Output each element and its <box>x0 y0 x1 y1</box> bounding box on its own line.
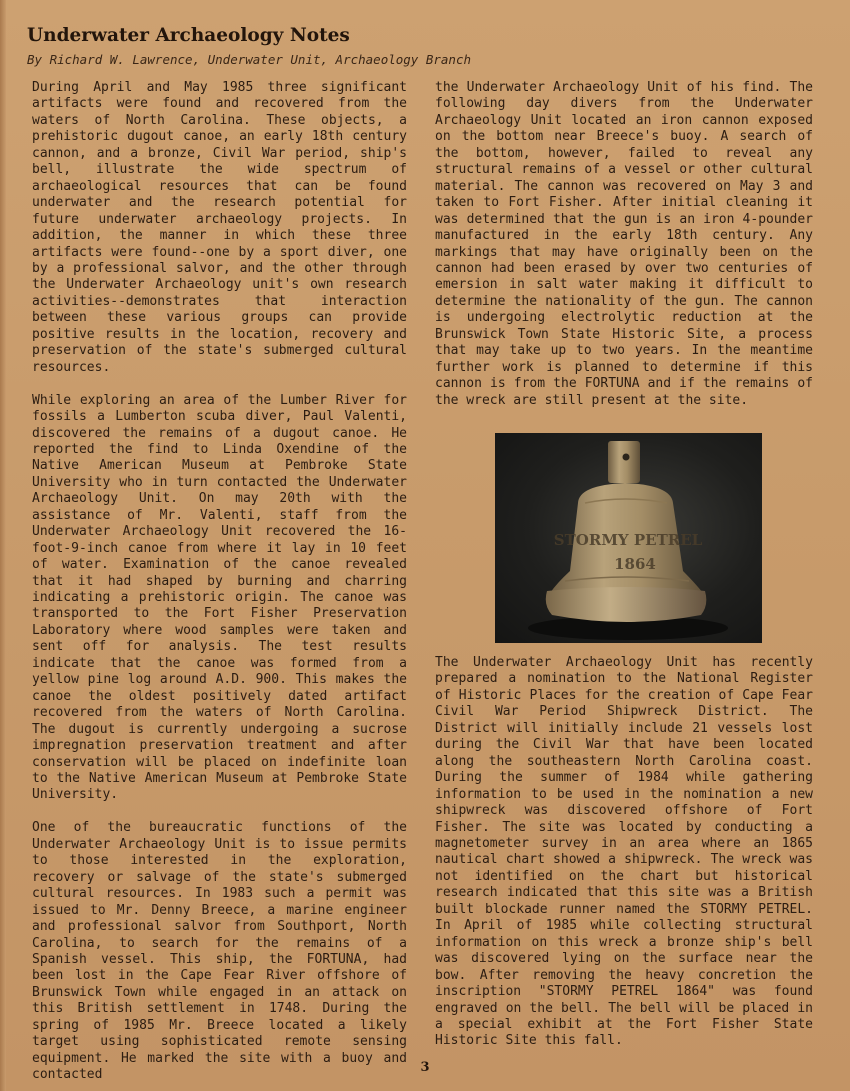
page-binding-edge <box>0 0 6 1091</box>
left-column <box>32 80 407 1084</box>
ship-bell-photo <box>495 433 762 643</box>
bell-lip <box>546 587 707 622</box>
right-column-top <box>435 80 813 409</box>
paragraph-dugout-canoe: While exploring an area of the Lumber River for fossils a Lumberton scuba diver, Paul Valenti, discovered the remains of a dugout canoe. He reported the find to Linda Oxendine of the Native American Museum at Pembroke State University who in turn contacted the Underwater Archaeology Unit. On may 20th with the assistance of Mr. Valenti, staff from the Underwater Archaeology Unit recovered the 16-foot-9-inch canoe from where it lay in 10 feet of water. Examination of the canoe revealed that it had shaped by burning and charring indicating a prehistoric origin. The canoe was transported to the Fort Fisher Preservation Laboratory where wood samples were taken and sent off for analysis. The test results indicate that the canoe was formed from a yellow pine log around A.D. 900. This makes the canoe the oldest positively dated artifact recovered from the waters of North Carolina. The dugout is currently undergoing a sucrose impregnation preservation treatment and after conservation will be placed on indefinite loan to the Native American Museum at Pembroke State University. <box>32 392 407 803</box>
bell-engraving-name: STORMY PETREL <box>553 531 703 549</box>
bell-crown-tab <box>608 441 640 483</box>
paragraph-shipwreck-district: The Underwater Archaeology Unit has recently prepared a nomination to the National Register of Historic Places for the creation of Cape Fear Civil War Period Shipwreck District. The District will initially include 21 vessels lost during the Civil War that have been located along the southeastern North Carolina coast. During the summer of 1984 while gathering information to be used in the nomination a new shipwreck was discovered offshore of Fort Fisher. The site was located by conducting a magnetometer survey in an area where an 1865 nautical chart showed a shipwreck. The wreck was not identified on the chart but historical research indicated that this site was a British built blockade runner named the STORMY PETREL. In April of 1985 while collecting structural information on this wreck a bronze ship's bell was discovered lying on the surface near the bow. After removing the heavy concretion the inscription "STORMY PETREL 1864" was found engraved on the bell. The bell will be placed in a special exhibit at the Fort Fisher State Historic Site this fall. <box>435 655 813 1049</box>
article-byline: By Richard W. Lawrence, Underwater Unit, Archaeology Branch <box>27 52 472 67</box>
paragraph-permits: One of the bureaucratic functions of the Underwater Archaeology Unit is to issue permits to those interested in the exploration, recovery or salvage of the state's submerged cultural resources. In 1983 such a permit was issued to Mr. Denny Breece, a marine engineer and professional salvor from Southport, North Carolina, to search for the remains of a Spanish vessel. This ship, the FORTUNA, had been lost in the Cape Fear River offshore of Brunswick Town while engaged in an attack on this British settlement in 1748. During the spring of 1985 Mr. Breece located a likely target using sophisticated remote sensing equipment. He marked the site with a buoy and contacted <box>32 820 407 1083</box>
paragraph-cannon: the Underwater Archaeology Unit of his find. The following day divers from the Underwater Archaeology Unit located an iron cannon exposed on the bottom near Breece's buoy. A search of the bottom, however, failed to reveal any structural remains of a vessel or other cultural material. The cannon was recovered on May 3 and taken to Fort Fisher. After initial cleaning it was determined that the gun is an iron 4-pounder manufactured in the early 18th century. Any markings that may have originally been on the cannon had been erased by over two centuries of emersion in salt water making it difficult to determine the nationality of the gun. The cannon is undergoing electrolytic reduction at the Brunswick Town State Historic Site, a process that may take up to two years. In the meantime further work is planned to determine if this cannon is from the FORTUNA and if the remains of the wreck are still present at the site. <box>435 80 813 408</box>
paragraph-intro: During April and May 1985 three significant artifacts were found and recovered from the waters of North Carolina. These objects, a prehistoric dugout canoe, an early 18th century cannon, and a bronze, Civil War period, ship's bell, illustrate the wide spectrum of archaeological resources that can be found underwater and the research potential for future underwater archaeology projects. In addition, the manner in which these three artifacts were found--one by a sport diver, one by a professional salvor, and the other through the Underwater Archaeology unit's own research activities--demonstrates that interaction between these various groups can provide positive results in the location, recovery and preservation of the state's submerged cultural resources. <box>32 80 407 375</box>
article-title: Underwater Archaeology Notes <box>27 25 350 46</box>
ship-bell-illustration <box>495 433 762 643</box>
bell-engraving-year: 1864 <box>614 555 656 573</box>
right-column-bottom <box>435 655 813 1050</box>
page-number: 3 <box>420 1060 430 1075</box>
bell-crown-hole <box>623 454 630 461</box>
